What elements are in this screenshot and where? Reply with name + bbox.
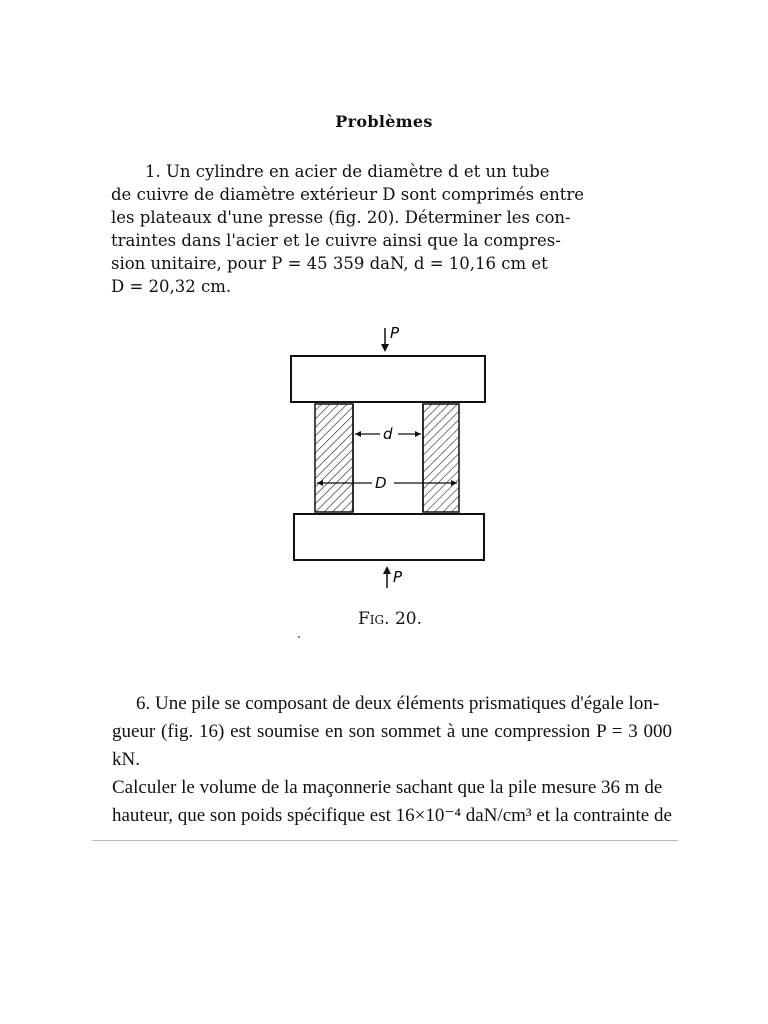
tube-wall-left bbox=[315, 404, 353, 512]
problem-6-line: Calculer le volume de la maçonnerie sachant que la pile mesure 36 m de bbox=[112, 777, 663, 798]
bottom-plate bbox=[294, 514, 484, 560]
top-plate bbox=[291, 356, 485, 402]
problem-1-line: 1. Un cylindre en acier de diamètre d et un tube bbox=[145, 162, 550, 181]
problem-6-line: gueur (fig. 16) est soumise en son sommet à une compression P = 3 000 kN. bbox=[112, 721, 672, 770]
top-force-label: P bbox=[390, 324, 400, 342]
top-force-arrow bbox=[381, 328, 389, 352]
problem-1-text bbox=[111, 160, 661, 298]
outer-diameter-label: D bbox=[375, 474, 387, 492]
bottom-force-arrow bbox=[383, 566, 391, 588]
problem-6-text bbox=[112, 690, 672, 830]
problem-6-line: 6. Une pile se composant de deux éléments prismatiques d'égale lon- bbox=[136, 693, 660, 714]
tube-wall-right bbox=[423, 404, 459, 512]
problem-1-line: les plateaux d'une presse (fig. 20). Déterminer les con- bbox=[111, 208, 571, 227]
bottom-force-label: P bbox=[393, 568, 403, 586]
speck bbox=[298, 636, 300, 638]
figure-caption: Fig. 20. bbox=[358, 609, 422, 629]
problem-1-line: sion unitaire, pour P = 45 359 daN, d = 10,16 cm et bbox=[111, 254, 548, 273]
page-divider bbox=[92, 840, 678, 841]
problem-1-line: de cuivre de diamètre extérieur D sont comprimés entre bbox=[111, 185, 584, 204]
press-diagram bbox=[280, 318, 500, 598]
section-heading: Problèmes bbox=[335, 112, 433, 131]
problem-6-line: hauteur, que son poids spécifique est 16×10⁻⁴ daN/cm³ et la contrainte de bbox=[112, 805, 672, 826]
inner-diameter-label: d bbox=[383, 425, 393, 443]
problem-1-line: traintes dans l'acier et le cuivre ainsi que la compres- bbox=[111, 231, 561, 250]
problem-1-line: D = 20,32 cm. bbox=[111, 277, 232, 296]
